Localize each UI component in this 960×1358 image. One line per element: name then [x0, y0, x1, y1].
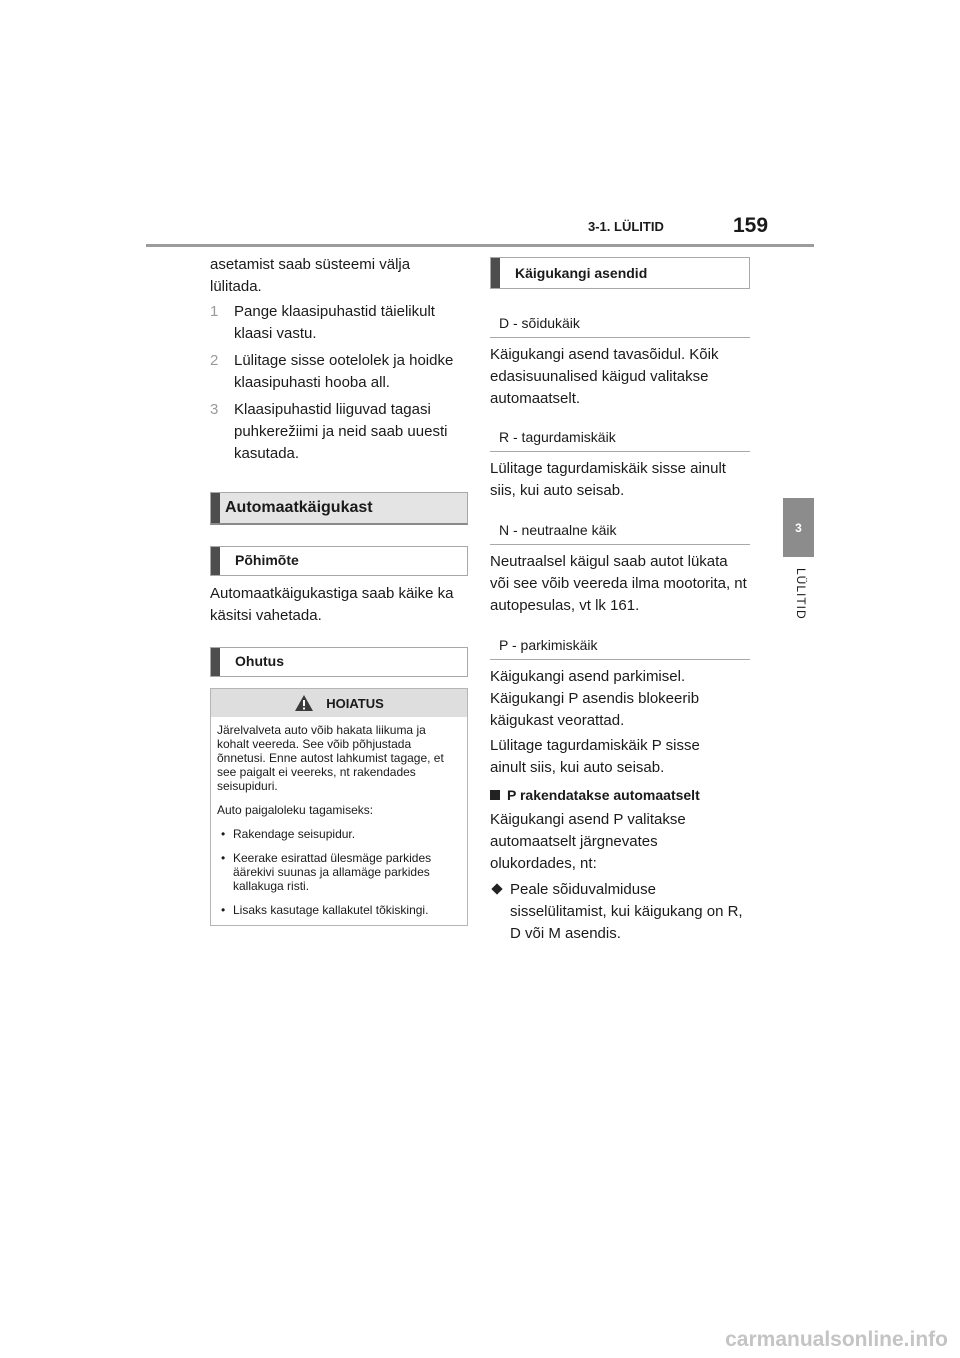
warning-bullet: • Lisaks kasutage kallakutel tõkiskingi. — [217, 903, 455, 917]
intro-text: asetamist saab süsteemi välja lülitada. — [210, 256, 411, 295]
step-number: 3 — [210, 401, 219, 418]
section-heading: Automaatkäigukast — [210, 492, 468, 525]
auto-p-item — [490, 879, 755, 945]
gear-heading-n: N - neutraalne käik — [490, 516, 750, 545]
warning-header — [211, 689, 467, 717]
auto-p-item-text: Peale sõiduvalmiduse sisselülitamist, kui käigukang on R, D või M asendis. — [510, 881, 743, 942]
subheading-safety: Ohutus — [210, 647, 468, 677]
gear-text-p-note: Lülitage tagurdamiskäik P sisse ainult siis, kui auto seisab. — [490, 737, 700, 776]
gear-text-n: Neutraalsel käigul saab autot lükata või see võib veereda ilma mootorita, nt autopesulas, vt lk 161. — [490, 553, 747, 614]
subheading-gear-positions: Käigukangi asendid — [490, 257, 750, 289]
auto-p-text: Käigukangi asend P valitakse automaatselt järgnevates olukordades, nt: — [490, 811, 686, 872]
subheading-principle: Põhimõte — [210, 546, 468, 576]
chapter-label — [778, 568, 820, 628]
step-item — [210, 399, 469, 465]
step-text: Klaasipuhastid liiguvad tagasi puhkerežiimi ja neid saab uuesti kasutada. — [234, 401, 448, 462]
section-title: 3-1. LÜLITID — [588, 219, 664, 234]
gear-heading-r: R - tagurdamiskäik — [490, 423, 750, 452]
warning-body — [211, 717, 467, 925]
diamond-bullet-icon — [491, 883, 502, 894]
page-number: 159 — [733, 214, 769, 237]
gear-heading-d: D - sõidukäik — [490, 309, 750, 338]
auto-p-heading-text: P rakendatakse automaatselt — [507, 787, 700, 803]
square-bullet-icon — [490, 790, 500, 800]
gear-text-r: Lülitage tagurdamiskäik sisse ainult siis, kui auto seisab. — [490, 460, 726, 499]
step-item — [210, 350, 459, 394]
warning-bullet: • Keerake esirattad ülesmäge parkides äärekivi suunas ja allamäge parkides kallakuga risti. — [217, 851, 455, 893]
right-column — [490, 254, 750, 945]
warning-title: HOIATUS — [326, 695, 384, 711]
warning-triangle-icon — [294, 694, 314, 712]
step-text: Pange klaasipuhastid täielikult klaasi vastu. — [234, 303, 435, 342]
step-number: 1 — [210, 303, 219, 320]
step-number: 2 — [210, 352, 219, 369]
left-column — [210, 254, 468, 926]
auto-p-heading — [490, 784, 750, 806]
step-item — [210, 301, 468, 345]
principle-text: Automaatkäigukastiga saab käike ka käsitsi vahetada. — [210, 585, 454, 624]
step-text: Lülitage sisse ootelolek ja hoidke klaasipuhasti hooba all. — [234, 352, 454, 391]
watermark: carmanualsonline.info — [725, 1328, 948, 1351]
header-rule — [146, 244, 814, 247]
warning-lead: Auto paigaloleku tagamiseks: — [217, 803, 374, 817]
warning-box — [210, 688, 468, 926]
warning-text: Järelvalveta auto võib hakata liikuma ja kohalt veereda. See võib põhjustada õnnetusi. Enne autost lahkumist tagage, et see paigalt ei veereks, nt rakendades seisupiduri. — [217, 723, 444, 793]
warning-bullet: • Rakendage seisupidur. — [217, 827, 455, 841]
gear-text-p: Käigukangi asend parkimisel. Käigukangi P asendis blokeerib käigukast veorattad. — [490, 668, 700, 729]
gear-heading-p: P - parkimiskäik — [490, 631, 750, 660]
chapter-label-text: LÜLITID — [794, 568, 808, 620]
chapter-tab: 3 — [783, 498, 814, 557]
gear-text-d: Käigukangi asend tavasõidul. Kõik edasisuunalised käigud valitakse automaatselt. — [490, 346, 719, 407]
